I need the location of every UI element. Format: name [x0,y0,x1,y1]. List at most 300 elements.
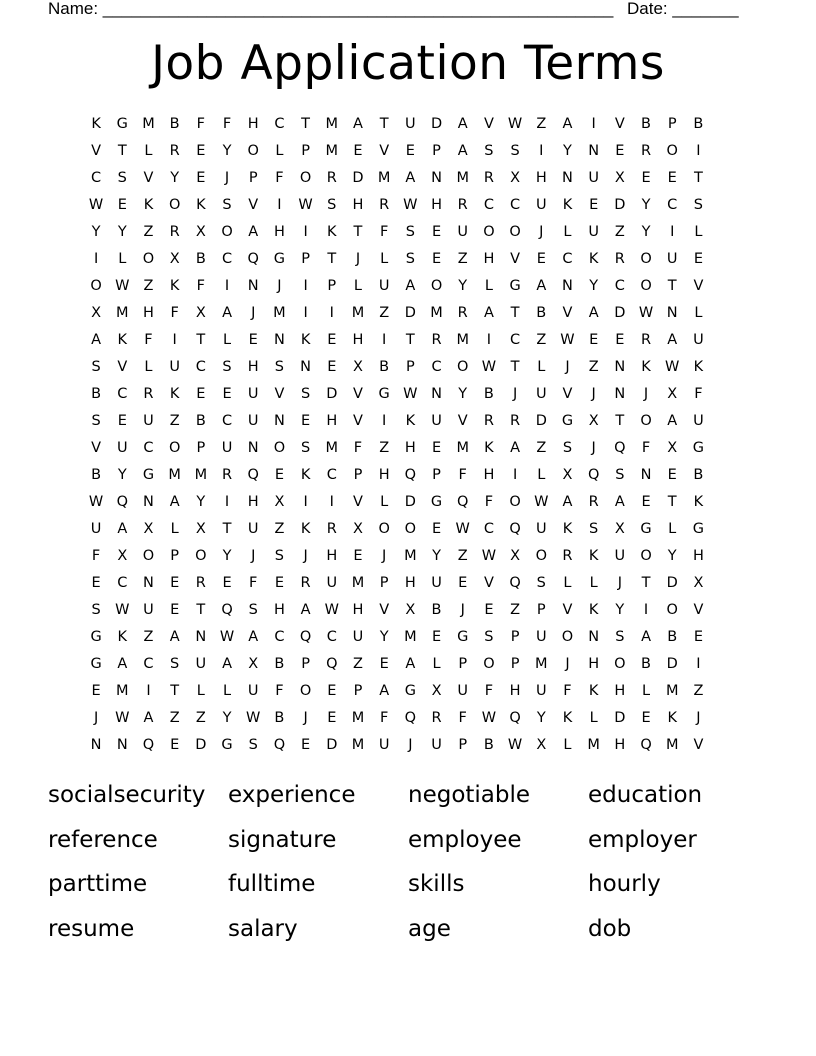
grid-letter: O [614,656,626,672]
grid-letter: L [275,143,284,159]
grid-letter: V [457,413,468,429]
grid-letter: C [195,359,206,375]
grid-letter: D [326,737,338,753]
grid-row [83,678,733,705]
grid-letter: Y [117,467,127,483]
grid-letter: P [327,278,337,294]
grid-letter: X [510,170,521,186]
grid-letter: M [665,683,679,699]
grid-letter: D [535,413,547,429]
grid-letter: J [382,548,387,564]
grid-letter: Z [536,332,547,348]
grid-letter: Y [222,143,232,159]
grid-letter: B [169,116,180,132]
grid-letter: T [510,359,520,375]
grid-letter: N [431,170,442,186]
grid-letter: S [405,251,415,267]
grid-letter: W [481,710,497,726]
grid-letter: Z [195,710,206,726]
grid-letter: B [195,413,206,429]
grid-letter: M [325,143,339,159]
grid-letter: Z [379,305,390,321]
grid-letter: F [484,683,494,699]
grid-letter: M [351,737,365,753]
grid-letter: Y [432,548,441,564]
grid-letter: I [670,224,675,240]
grid-letter: M [325,116,339,132]
grid-letter: I [329,305,334,321]
grid-letter: E [615,332,625,348]
grid-letter: E [91,683,101,699]
grid-letter: Z [614,224,625,240]
grid-letter: A [614,494,625,510]
grid-letter: W [115,278,130,294]
grid-letter: V [91,143,102,159]
grid-letter: K [405,413,416,429]
grid-letter: S [615,467,625,483]
grid-letter: F [563,683,572,699]
grid-letter: C [326,629,337,645]
grid-letter: K [300,467,311,483]
grid-letter: I [93,251,99,267]
grid-row [83,570,733,597]
grid-letter: T [301,116,311,132]
grid-letter: K [693,494,704,510]
grid-letter: X [693,575,704,591]
grid-letter: W [638,305,654,321]
grid-letter: J [643,386,649,402]
grid-letter: O [561,629,574,645]
grid-letter: C [326,467,337,483]
grid-letter: M [404,548,417,564]
grid-letter: U [614,548,626,564]
grid-letter: S [248,602,258,618]
grid-letter: Y [196,494,206,510]
grid-letter: T [222,521,232,537]
grid-letter: V [379,602,390,618]
grid-letter: Z [353,656,363,672]
grid-letter: U [535,197,547,213]
grid-letter: B [483,386,494,402]
grid-letter: T [667,494,677,510]
grid-letter: E [196,143,206,159]
word-list-item: reference [48,826,158,853]
grid-letter: F [641,440,651,456]
grid-letter: E [222,386,232,402]
grid-letter: O [509,224,521,240]
grid-letter: Q [614,440,626,456]
grid-letter: E [196,170,206,186]
grid-letter: M [404,629,417,645]
grid-letter: R [143,386,154,402]
grid-letter: W [507,737,523,753]
grid-letter: T [615,413,625,429]
grid-letter: E [405,143,415,159]
grid-letter: K [484,440,494,456]
grid-letter: E [301,413,311,429]
grid-letter: A [588,305,599,321]
grid-letter: Y [458,278,468,294]
grid-letter: E [117,197,127,213]
grid-letter: D [352,170,364,186]
grid-letter: P [510,629,520,645]
grid-letter: V [562,305,573,321]
grid-letter: I [277,197,282,213]
grid-letter: L [589,710,598,726]
grid-letter: Q [116,494,128,510]
grid-letter: C [274,629,285,645]
grid-letter: K [143,197,154,213]
grid-letter: E [301,737,311,753]
grid-letter: U [405,116,416,132]
grid-letter: C [143,656,154,672]
grid-letter: Q [326,656,338,672]
grid-letter: Q [299,629,312,645]
grid-letter: P [536,602,546,618]
name-field-label: Name: ______________________________________________________ [48,0,614,18]
grid-letter: W [481,548,497,564]
grid-letter: R [640,332,652,348]
grid-letter: R [379,197,390,213]
grid-letter: E [222,575,232,591]
grid-letter: C [117,386,128,402]
grid-letter: S [300,386,311,402]
grid-letter: X [667,386,678,402]
grid-letter: W [88,494,104,510]
grid-letter: W [560,332,575,348]
grid-letter: M [456,440,469,456]
grid-letter: A [91,332,102,348]
grid-letter: U [457,224,469,240]
grid-letter: R [483,413,494,429]
grid-letter: U [693,332,704,348]
grid-letter: R [195,575,206,591]
grid-letter: E [458,575,468,591]
grid-letter: A [117,521,128,537]
grid-letter: J [277,278,282,294]
grid-row [83,489,733,516]
grid-letter: X [614,521,625,537]
grid-letter: A [117,656,128,672]
word-list-item: negotiable [408,782,531,808]
grid-letter: A [457,143,468,159]
grid-letter: N [614,359,626,375]
grid-letter: G [692,440,705,456]
grid-letter: T [693,170,703,186]
grid-letter: A [510,440,521,456]
grid-letter: K [169,386,180,402]
grid-letter: A [405,278,416,294]
grid-letter: E [693,251,703,267]
grid-letter: E [170,737,180,753]
grid-letter: U [535,386,547,402]
grid-letter: O [483,224,495,240]
grid-letter: U [352,629,364,645]
grid-letter: F [458,710,467,726]
grid-letter: A [300,602,311,618]
grid-letter: I [329,494,334,510]
grid-letter: J [251,548,256,564]
grid-letter: J [303,710,308,726]
grid-letter: S [615,629,625,645]
grid-letter: G [404,683,416,699]
grid-letter: N [431,386,442,402]
grid-letter: M [587,737,600,753]
grid-letter: K [693,359,704,375]
grid-letter: Q [247,467,259,483]
grid-letter: L [144,359,153,375]
grid-letter: U [378,737,390,753]
grid-letter: A [222,305,232,321]
grid-letter: P [667,116,677,132]
grid-letter: J [696,710,701,726]
grid-letter: S [484,629,494,645]
grid-letter: F [91,548,101,564]
grid-letter: T [196,602,206,618]
grid-letter: Z [693,683,704,699]
grid-letter: E [170,575,180,591]
grid-letter: K [667,710,677,726]
grid-letter: Y [222,548,232,564]
grid-letter: B [667,629,678,645]
grid-letter: F [484,494,494,510]
grid-letter: H [483,467,495,483]
grid-letter: O [247,143,259,159]
grid-letter: P [353,467,363,483]
grid-letter: W [507,116,523,132]
grid-letter: R [431,332,442,348]
grid-letter: L [563,575,572,591]
grid-letter: H [614,737,626,753]
grid-row [83,165,733,192]
grid-letter: U [116,440,128,456]
grid-letter: U [378,278,390,294]
grid-letter: T [117,143,127,159]
grid-letter: Y [589,278,599,294]
grid-letter: B [483,737,494,753]
grid-letter: Z [143,224,154,240]
grid-letter: K [196,197,206,213]
grid-letter: V [483,575,494,591]
grid-letter: F [196,116,206,132]
grid-letter: X [614,170,625,186]
grid-letter: Y [563,143,572,159]
grid-letter: M [351,710,365,726]
grid-letter: X [536,737,547,753]
word-list-item: dob [588,915,632,942]
grid-letter: N [247,440,259,456]
grid-letter: M [325,440,339,456]
grid-letter: R [431,710,442,726]
grid-letter: W [324,602,339,618]
grid-letter: A [169,629,180,645]
grid-letter: Q [404,710,417,726]
grid-letter: M [351,305,365,321]
grid-letter: O [195,548,207,564]
grid-letter: B [91,386,102,402]
grid-letter: U [535,521,547,537]
grid-letter: N [116,737,128,753]
grid-letter: I [382,332,387,348]
grid-letter: L [432,656,441,672]
grid-letter: L [537,467,546,483]
grid-letter: M [351,575,365,591]
grid-letter: D [614,305,626,321]
grid-letter: H [247,359,259,375]
grid-letter: V [353,494,363,510]
grid-letter: U [90,521,102,537]
grid-letter: V [510,251,521,267]
grid-letter: O [404,521,417,537]
grid-letter: S [327,197,337,213]
grid-letter: T [641,575,651,591]
grid-letter: Y [536,710,546,726]
grid-letter: O [535,548,547,564]
grid-letter: F [353,440,363,456]
grid-letter: S [91,413,101,429]
grid-letter: Q [509,710,521,726]
grid-letter: P [379,575,389,591]
grid-letter: O [168,197,181,213]
grid-letter: U [143,413,154,429]
grid-letter: I [696,656,701,672]
grid-letter: J [617,575,622,591]
grid-letter: M [456,332,469,348]
grid-row [83,543,733,570]
grid-letter: H [588,656,600,672]
grid-letter: A [353,116,363,132]
word-list-item: parttime [48,871,148,897]
grid-letter: I [303,494,308,510]
grid-letter: O [640,413,652,429]
grid-letter: H [352,602,364,618]
grid-letter: E [327,332,337,348]
grid-row [83,435,733,462]
grid-letter: K [588,548,599,564]
grid-letter: A [248,629,259,645]
grid-letter: X [353,359,363,375]
grid-letter: C [667,197,678,213]
grid-letter: C [614,278,625,294]
grid-letter: Q [457,494,469,510]
grid-letter: H [535,170,547,186]
grid-letter: V [248,197,259,213]
grid-letter: U [326,575,338,591]
grid-letter: I [539,143,544,159]
grid-letter: O [509,494,521,510]
grid-letter: E [484,602,494,618]
grid-letter: X [562,467,573,483]
grid-row [83,651,733,678]
grid-letter: W [298,197,313,213]
grid-letter: V [117,359,128,375]
grid-letter: H [352,197,364,213]
grid-letter: R [562,548,573,564]
grid-letter: U [588,170,599,186]
grid-letter: L [380,251,389,267]
grid-letter: Z [536,440,547,456]
grid-letter: S [536,575,546,591]
grid-letter: J [355,251,361,267]
grid-letter: O [142,548,155,564]
grid-letter: N [614,386,626,402]
grid-letter: L [563,224,572,240]
grid-letter: P [248,170,258,186]
grid-letter: V [483,116,494,132]
grid-row [83,138,733,165]
grid-letter: Z [510,602,521,618]
grid-letter: D [404,494,416,510]
grid-letter: R [169,224,180,240]
grid-letter: L [222,683,232,699]
grid-letter: V [693,278,704,294]
grid-letter: T [327,251,337,267]
grid-letter: E [667,170,677,186]
grid-letter: S [91,602,101,618]
grid-letter: X [169,251,180,267]
grid-letter: J [539,224,544,240]
page-title: Job Application Terms [151,36,665,91]
grid-letter: Q [509,575,521,591]
word-list-item: age [408,915,451,942]
grid-letter: S [274,359,285,375]
grid-letter: P [301,143,310,159]
grid-letter: I [224,278,230,294]
grid-row [83,597,733,624]
grid-letter: R [169,143,180,159]
grid-letter: I [303,224,308,240]
grid-letter: N [143,494,154,510]
grid-letter: L [537,359,546,375]
grid-letter: T [170,683,180,699]
grid-letter: W [219,629,235,645]
grid-letter: Y [379,629,389,645]
word-list-item: salary [228,915,298,942]
grid-letter: M [116,305,129,321]
grid-letter: K [588,251,599,267]
grid-letter: I [172,332,177,348]
grid-letter: Q [142,737,155,753]
grid-letter: M [456,170,469,186]
grid-letter: F [379,710,389,726]
grid-letter: U [535,629,547,645]
grid-letter: D [195,737,207,753]
grid-letter: N [300,359,312,375]
grid-letter: E [196,386,206,402]
grid-letter: B [274,710,285,726]
grid-letter: B [431,602,442,618]
grid-letter: D [666,575,678,591]
grid-letter: Y [458,386,468,402]
grid-letter: X [143,521,154,537]
grid-letter: Y [615,602,625,618]
grid-letter: H [431,197,442,213]
grid-letter: Z [143,278,154,294]
grid-letter: U [247,521,259,537]
grid-letter: B [536,305,547,321]
grid-letter: F [170,305,179,321]
grid-letter: N [90,737,102,753]
grid-letter: S [248,737,258,753]
grid-letter: H [326,413,338,429]
grid-letter: N [588,143,600,159]
grid-letter: J [224,170,230,186]
grid-letter: X [117,548,128,564]
grid-letter: H [273,224,285,240]
grid-letter: D [614,197,626,213]
grid-letter: T [510,305,520,321]
grid-letter: L [144,143,153,159]
